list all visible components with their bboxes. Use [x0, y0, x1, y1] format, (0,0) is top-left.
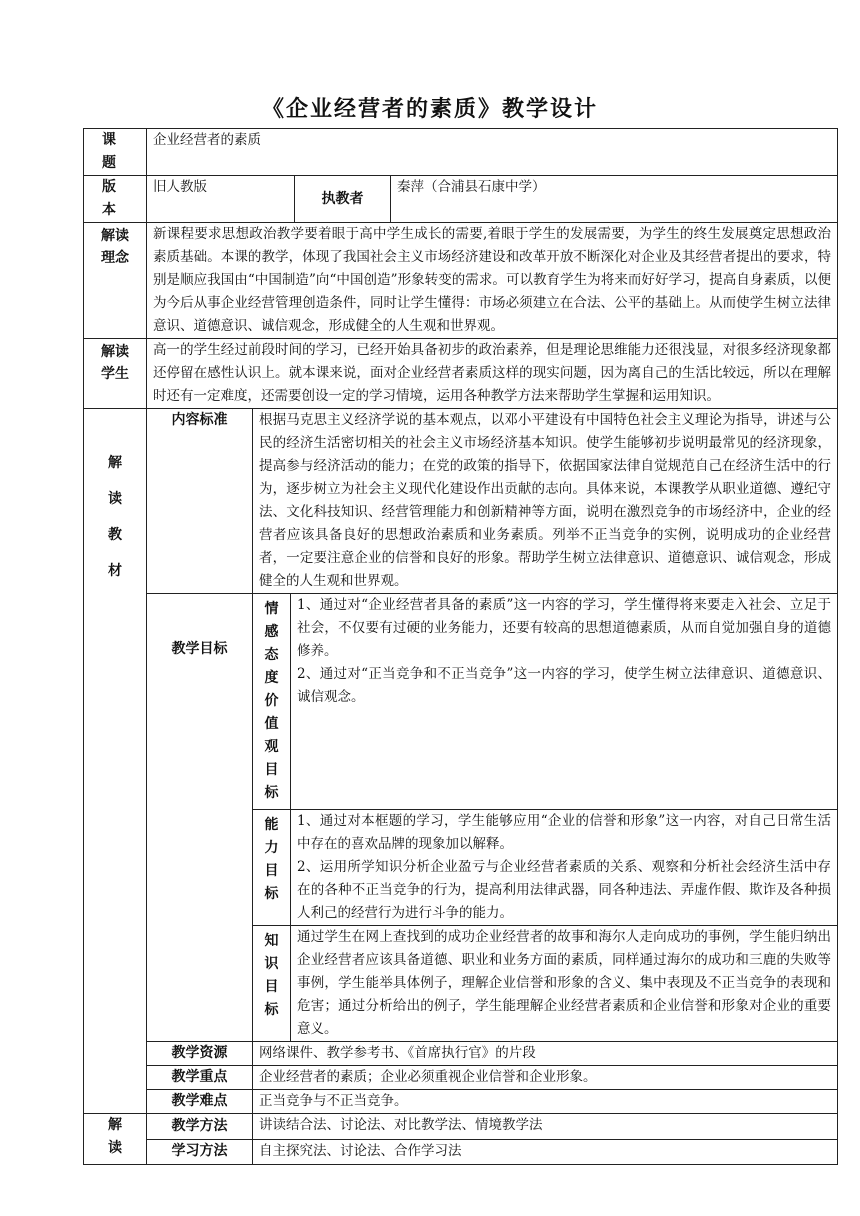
row-topic [84, 129, 838, 176]
emotion-goal-item-1: 1、通过对“企业经营者具备的素质”这一内容的学习，学生懂得将来要走入社会、立足于社会，不仅要有过硬的业务能力，还要有较高的思想道德素质，从而自觉加强自身的道德修养。 [297, 597, 832, 659]
ability-goal-item-2: 2、运用所学知识分析企业盈亏与企业经营者素质的关系、观察和分析社会经济生活中存在的各种不正当竞争的行为，提高利用法律武器，同各种违法、弄虚作假、欺诈及各种损人利己的经营行为进行斗争的能力。 [297, 859, 832, 921]
row-key-points [84, 1066, 838, 1090]
resources-label: 教学资源 [147, 1042, 253, 1066]
topic-value: 企业经营者的素质 [147, 129, 838, 176]
row-teaching-method [84, 1114, 838, 1140]
learning-method-label: 学习方法 [147, 1139, 253, 1165]
methods-label: 解 读 [84, 1114, 147, 1165]
row-students [84, 339, 838, 409]
difficulty-label: 教学难点 [147, 1090, 253, 1114]
resources-value: 网络课件、教学参考书、《首席执行官》的片段 [253, 1042, 838, 1066]
content-standard-text: 根据马克思主义经济学说的基本观点，以邓小平建设有中国特色社会主义理论为指导，讲述与公民的经济生活密切相关的社会主义市场经济基本知识。使学生能够初步说明最常见的经济现象，提高参与经济活动的能力；在党的政策的指导下，依据国家法律自觉规范自己在经济生活中的行为，逐步树立为社会主义现代化建设作出贡献的志向。具体来说，本课教学从职业道德、遵纪守法、文化科技知识、经营管理能力和创新精神等方面，说明在激烈竞争的市场经济中，企业的经营者应该具备良好的思想政治素质和业务素质。列举不正当竞争的实例，说明成功的企业经营者，一定要注意企业的信誉和良好的形象。帮助学生树立法律意识、道德意识、诚信观念，形成健全的人生观和世界观。 [253, 409, 838, 594]
version-label: 版 本 [84, 176, 147, 223]
ability-goal-item-1: 1、通过对本框题的学习，学生能够应用“企业的信誉和形象”这一内容，对自己日常生活中存在的喜欢品牌的现象加以解释。 [297, 813, 832, 852]
key-points-label: 教学重点 [147, 1066, 253, 1090]
emotion-goal-label: 情 感 态 度 价 值 观 目 标 [253, 594, 291, 810]
goals-label: 教学目标 [147, 594, 253, 1042]
teacher-label: 执教者 [295, 176, 391, 223]
philosophy-label: 解读理念 [84, 223, 147, 339]
teaching-method-label: 教学方法 [147, 1114, 253, 1140]
row-version [84, 176, 838, 223]
ability-goal-text [291, 810, 838, 926]
emotion-goal-text [291, 594, 838, 810]
topic-label: 课 题 [84, 129, 147, 176]
textbook-label: 解 读 教 材 [84, 409, 147, 1114]
version-value: 旧人教版 [147, 176, 295, 223]
row-resources [84, 1042, 838, 1066]
row-goal-emotion [84, 594, 838, 810]
students-text: 高一的学生经过前段时间的学习，已经开始具备初步的政治素养，但是理论思维能力还很浅显，对很多经济现象都还停留在感性认识上。就本课来说，面对企业经营者素质这样的现实问题，因为离自己的生活比较远，所以在理解时还有一定难度，还需要创设一定的学习情境，运用各种教学方法来帮助学生掌握和运用知识。 [147, 339, 838, 409]
row-content-standard [84, 409, 838, 594]
key-points-value: 企业经营者的素质；企业必须重视企业信誉和企业形象。 [253, 1066, 838, 1090]
learning-method-value: 自主探究法、讨论法、合作学习法 [253, 1139, 838, 1165]
difficulty-value: 正当竞争与不正当竞争。 [253, 1090, 838, 1114]
row-learning-method [84, 1139, 838, 1165]
row-difficulty [84, 1090, 838, 1114]
knowledge-goal-text: 通过学生在网上查找到的成功企业经营者的故事和海尔人走向成功的事例，学生能归纳出企业经营者应该具备道德、职业和业务方面的素质，同样通过海尔的成功和三鹿的失败等事例，学生能举具体例子，理解企业信誉和形象的含义、集中表现及不正当竞争的表现和危害；通过分析给出的例子，学生能理解企业经营者素质和企业信誉和形象对企业的重要意义。 [291, 926, 838, 1042]
students-label: 解读学生 [84, 339, 147, 409]
document-title: 《企业经营者的素质》教学设计 [261, 97, 598, 122]
teaching-method-value: 讲读结合法、讨论法、对比教学法、情境教学法 [253, 1114, 838, 1140]
knowledge-goal-label: 知 识 目 标 [253, 926, 291, 1042]
emotion-goal-item-2: 2、通过对“正当竞争和不正当竞争”这一内容的学习，使学生树立法律意识、道德意识、诚信观念。 [297, 666, 832, 705]
row-philosophy [84, 223, 838, 339]
philosophy-text: 新课程要求思想政治教学要着眼于高中学生成长的需要,着眼于学生的发展需要，为学生的终生发展奠定思想政治素质基础。本课的教学，体现了我国社会主义市场经济建设和改革开放不断深化对企业及其经营者提出的要求，特别是顺应我国由“中国制造”向“中国创造”形象转变的需求。可以教育学生为将来而好好学习，提高自身素质，以便为今后从事企业经营管理创造条件，同时让学生懂得：市场必须建立在合法、公平的基础上。从而使学生树立法律意识、道德意识、诚信观念，形成健全的人生观和世界观。 [147, 223, 838, 339]
teacher-value: 秦萍（合浦县石康中学） [391, 176, 838, 223]
content-standard-label: 内容标准 [147, 409, 253, 594]
lesson-plan-table [83, 128, 838, 1165]
ability-goal-label: 能 力 目 标 [253, 810, 291, 926]
